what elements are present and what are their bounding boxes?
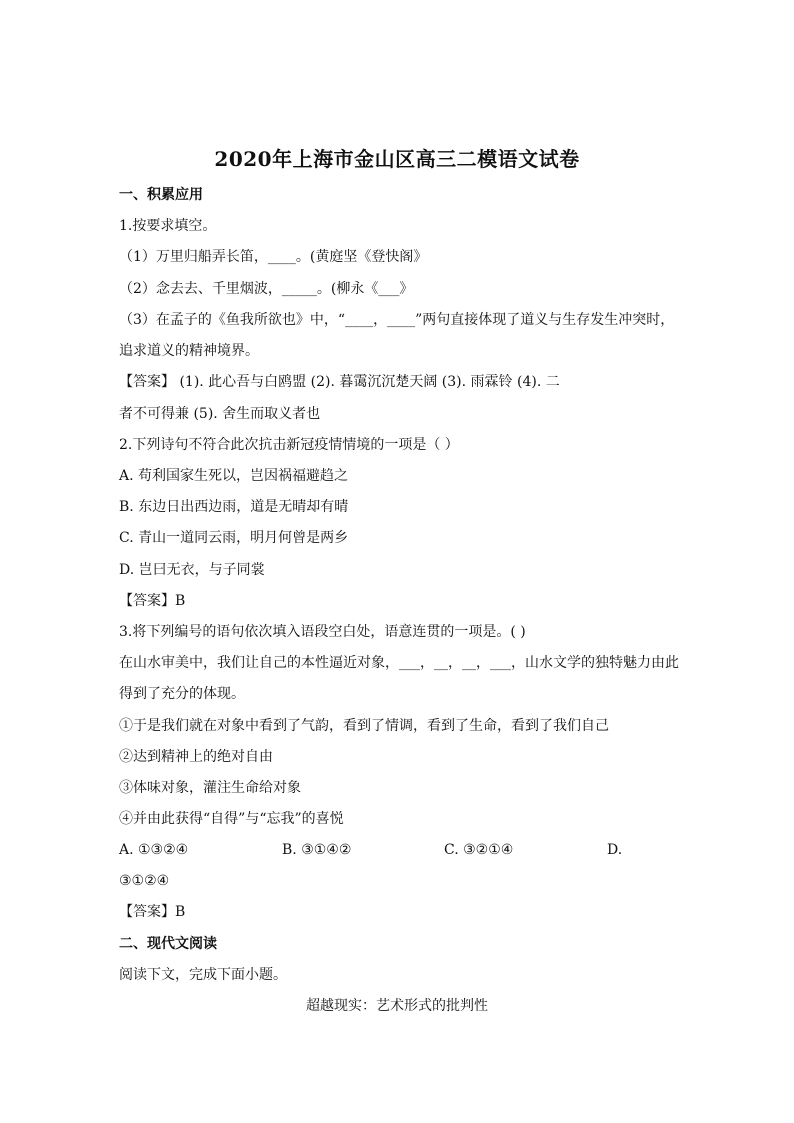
question-1-item-3-line-1: （3）在孟子的《鱼我所欲也》中，“____，____”两句直接体现了道义与生存发生冲突时， [119, 312, 675, 328]
page-title: 2020年上海市金山区高三二模语文试卷 [214, 147, 580, 171]
question-3-sentence-2: ②达到精神上的绝对自由 [119, 749, 273, 765]
question-3-option-d-label: D. [607, 842, 623, 858]
question-1-item-1: （1）万里归船弄长笛，____。(黄庭坚《登快阁》 [119, 249, 428, 265]
question-2-stem: 2.下列诗句不符合此次抗击新冠疫情情境的一项是（ ） [119, 437, 459, 453]
question-1-item-2: （2）念去去、千里烟波，_____。(柳永《___》 [119, 281, 414, 297]
section-heading-1: 一、积累应用 [119, 187, 203, 203]
question-2-option-d: D. 岂曰无衣，与子同裳 [119, 562, 265, 578]
question-3-sentence-4: ④并由此获得“自得”与“忘我”的喜悦 [119, 811, 344, 827]
question-3-option-a: A. ①③②④ [119, 842, 189, 858]
question-3-option-c: C. ③②①④ [444, 842, 514, 858]
question-3-passage-line-1: 在山水审美中，我们让自己的本性逼近对象，___，__，__，___，山水文学的独特魅力由此 [119, 655, 679, 671]
question-1-answer-line-2: 者不可得兼 (5). 舍生而取义者也 [119, 406, 321, 422]
question-2-option-b: B. 东边日出西边雨，道是无晴却有晴 [119, 499, 349, 515]
question-3-stem: 3.将下列编号的语句依次填入语段空白处，语意连贯的一项是。( ) [119, 624, 526, 640]
question-2-option-a: A. 苟利国家生死以，岂因祸福避趋之 [119, 468, 349, 484]
question-1-stem: 1.按要求填空。 [119, 218, 217, 234]
reading-instruction: 阅读下文，完成下面小题。 [119, 967, 287, 983]
question-2-option-c: C. 青山一道同云雨，明月何曾是两乡 [119, 530, 349, 546]
question-3-answer: 【答案】B [119, 904, 186, 920]
section-heading-2: 二、现代文阅读 [119, 936, 217, 952]
question-1-answer-line-1: 【答案】 (1). 此心吾与白鸥盟 (2). 暮霭沉沉楚天阔 (3). 雨霖铃 (4). 二 [119, 374, 560, 390]
question-3-passage-line-2: 得到了充分的体现。 [119, 686, 245, 702]
question-3-sentence-1: ①于是我们就在对象中看到了气韵，看到了情调，看到了生命，看到了我们自己 [119, 718, 609, 734]
article-title: 超越现实：艺术形式的批判性 [306, 998, 488, 1014]
question-3-option-b: B. ③①④② [282, 842, 352, 858]
question-3-sentence-3: ③体味对象，灌注生命给对象 [119, 780, 301, 796]
question-1-item-3-line-2: 追求道义的精神境界。 [119, 343, 259, 359]
question-3-option-d-value: ③①②④ [119, 873, 170, 889]
question-2-answer: 【答案】B [119, 593, 186, 609]
